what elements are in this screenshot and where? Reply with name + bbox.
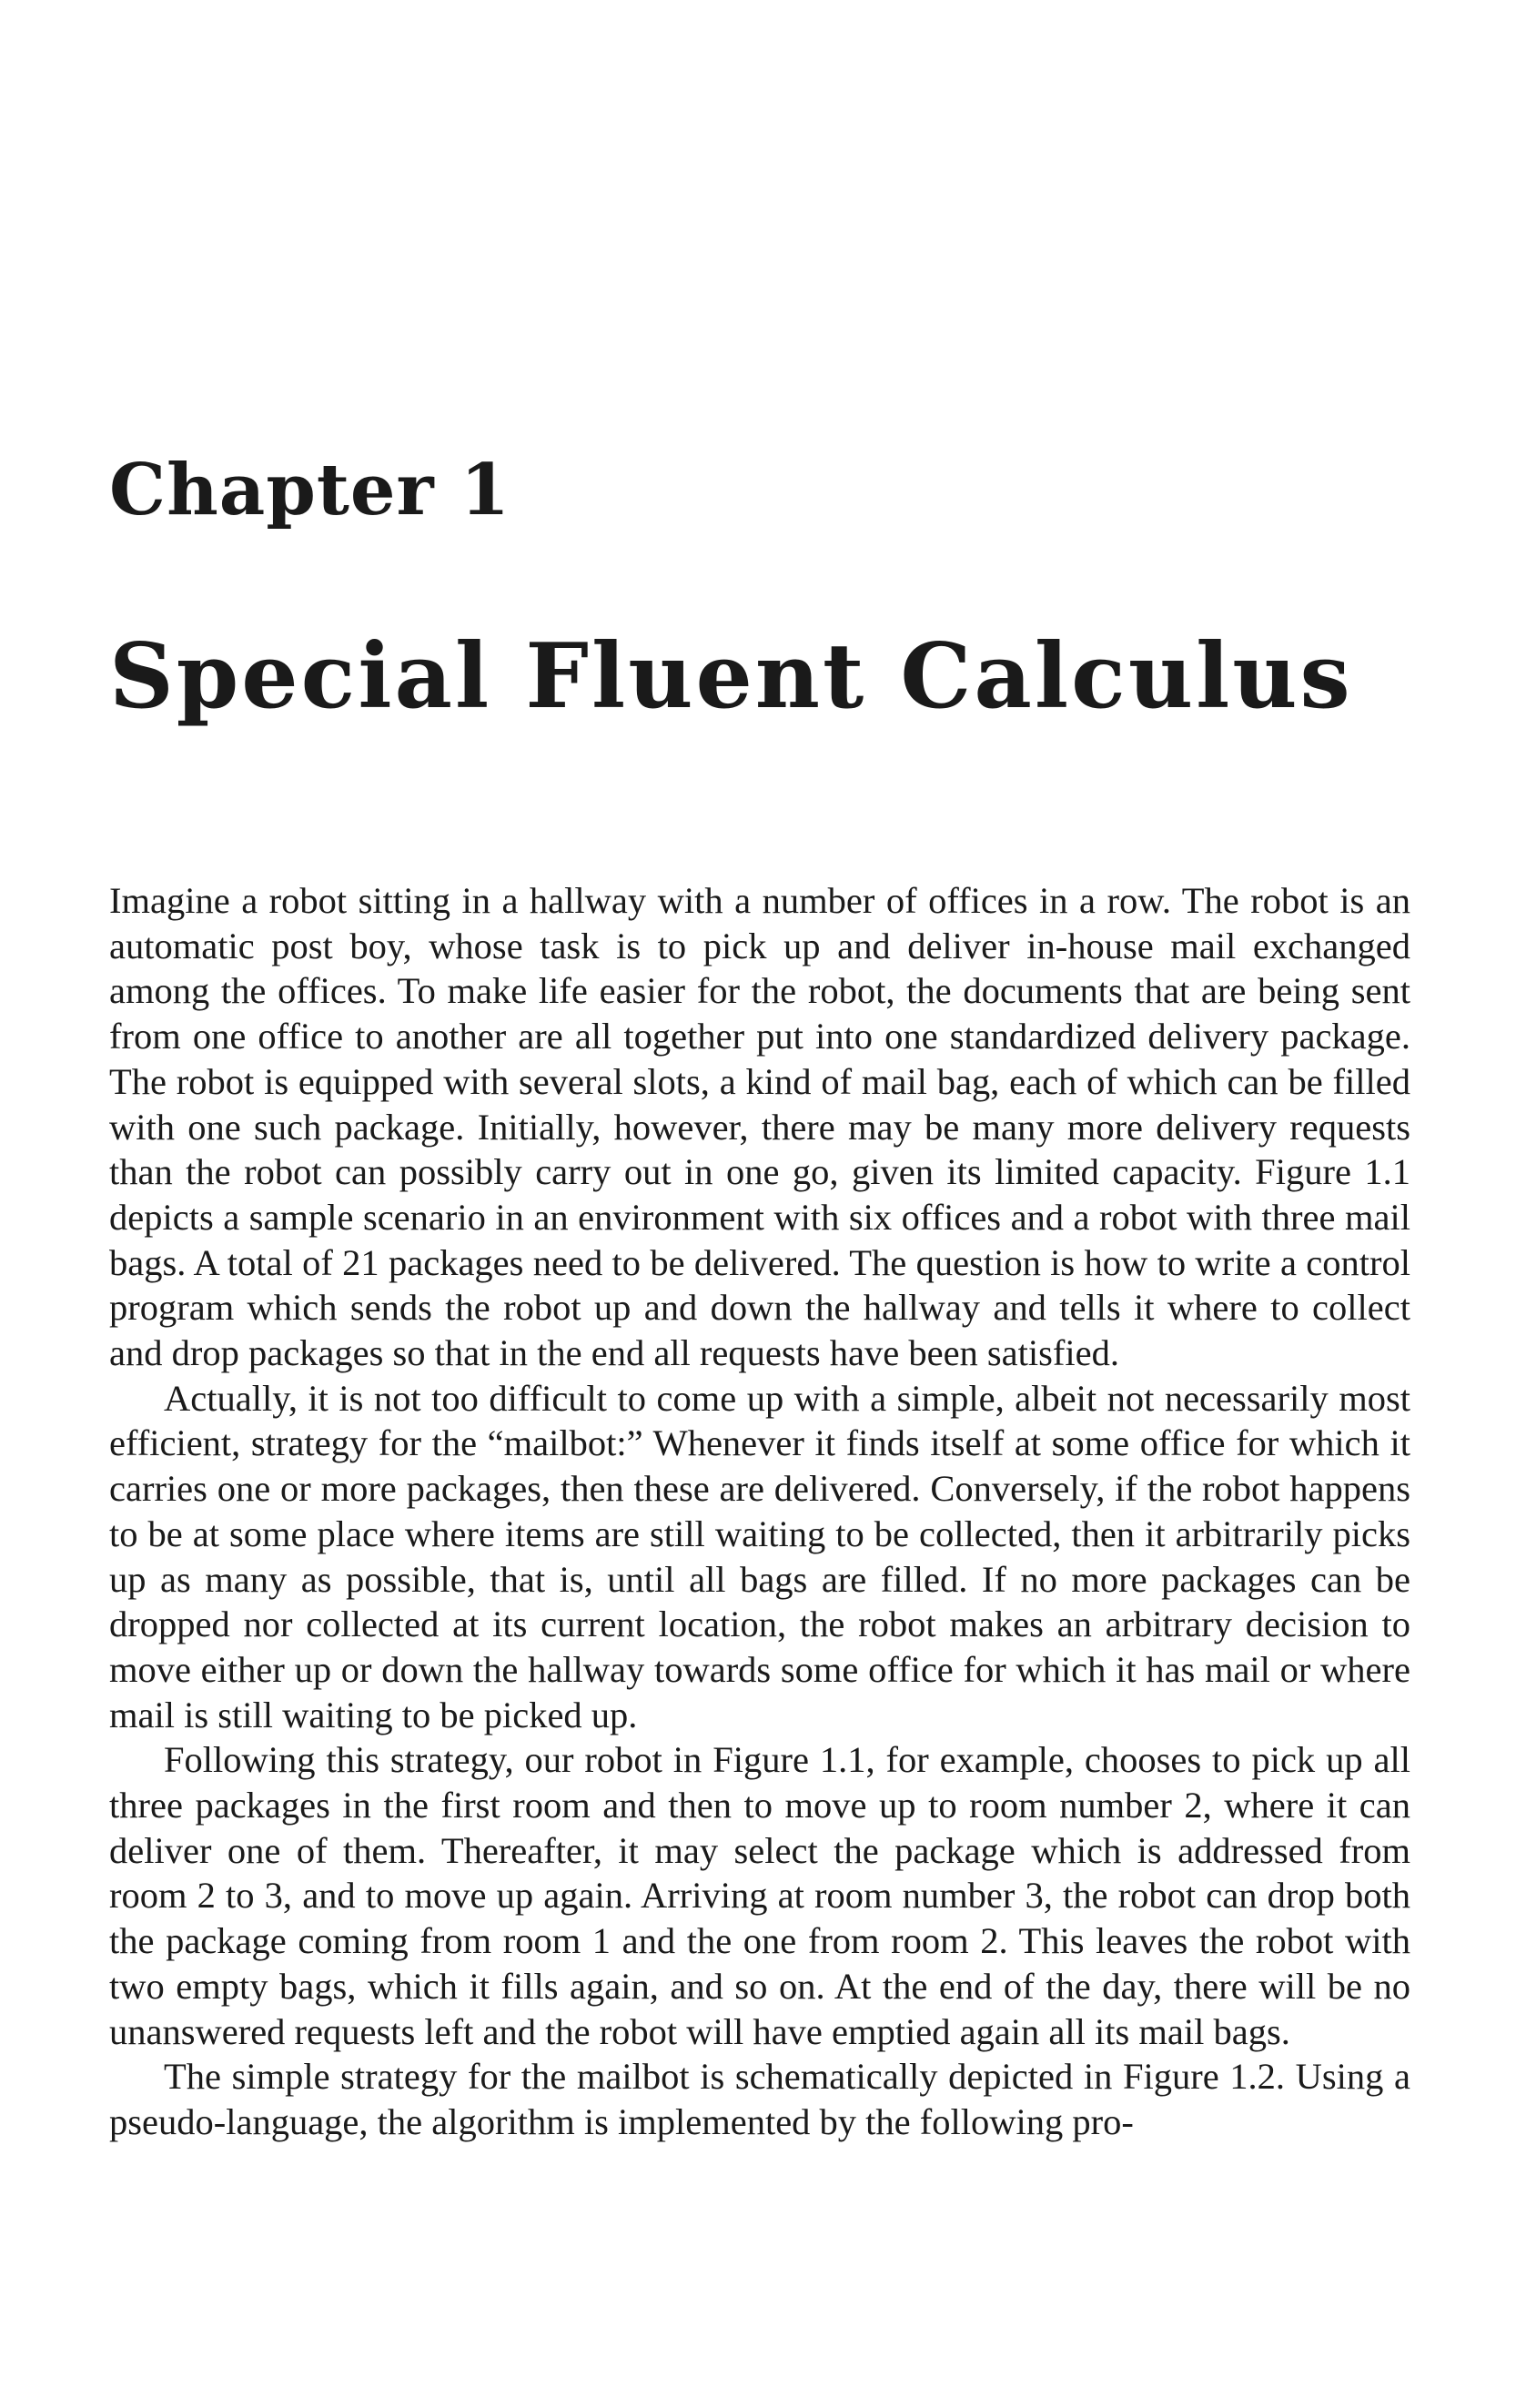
chapter-label: Chapter 1: [109, 449, 511, 531]
chapter-body: [109, 878, 1410, 2145]
paragraph-1: Imagine a robot sitting in a hallway with a number of offices in a row. The robot is an automatic post boy, whose task is to pick up and deliver in-house mail exchanged among the offices. To make life easier for the robot, the documents that are being sent from one office to another are all together put into one standardized delivery package. The robot is equipped with several slots, a kind of mail bag, each of which can be filled with one such package. Initially, however, there may be many more delivery requests than the robot can possibly carry out in one go, given its limited capacity. Figure 1.1 depicts a sample scenario in an environment with six offices and a robot with three mail bags. A total of 21 packages need to be delivered. The question is how to write a control program which sends the robot up and down the hallway and tells it where to collect and drop packages so that in the end all requests have been satisfied.: [109, 880, 1410, 1374]
chapter-title: Special Fluent Calculus: [109, 624, 1353, 729]
paragraph-2: Actually, it is not too difficult to come up with a simple, albeit not necessarily most efficient, strategy for the “mailbot:” Whenever it finds itself at some office for which it carries one or more packages, then these are delivered. Conversely, if the robot happens to be at some place where items are still waiting to be collected, then it arbitrarily picks up as many as possible, that is, until all bags are filled. If no more packages can be dropped nor collected at its current location, the robot makes an arbitrary decision to move either up or down the hallway towards some office for which it has mail or where mail is still waiting to be picked up.: [109, 1377, 1410, 1735]
paragraph-3: Following this strategy, our robot in Figure 1.1, for example, chooses to pick up all three packages in the first room and then to move up to room number 2, where it can deliver one of them. Thereafter, it may select the package which is addressed from room 2 to 3, and to move up again. Arriving at room number 3, the robot can drop both the package coming from room 1 and the one from room 2. This leaves the robot with two empty bags, which it fills again, and so on. At the end of the day, there will be no unanswered requests left and the robot will have emptied again all its mail bags.: [109, 1739, 1410, 2052]
paragraph-4: The simple strategy for the mailbot is schematically depicted in Figure 1.2. Using a pseudo-language, the algorithm is implemented by the following pro-: [109, 2056, 1410, 2142]
